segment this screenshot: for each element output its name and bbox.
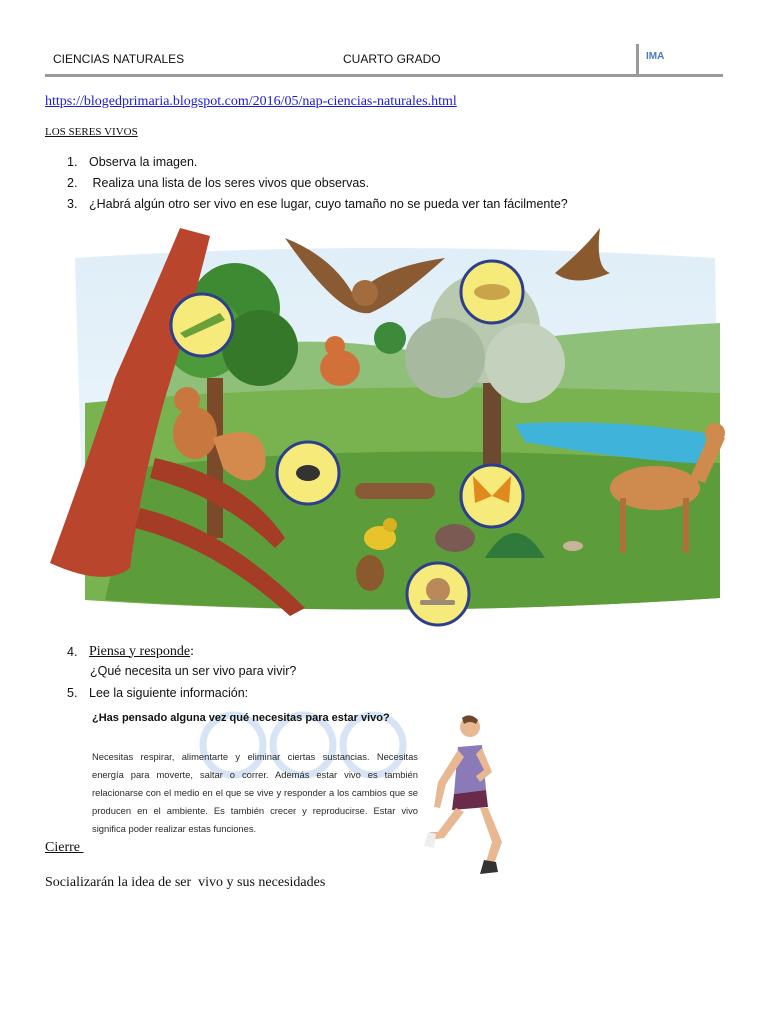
mole — [435, 524, 475, 552]
inset-beetle — [277, 442, 339, 504]
list-item — [67, 151, 568, 172]
nature-scene-illustration — [45, 228, 725, 628]
list-item — [67, 193, 568, 214]
bush-small — [374, 322, 406, 354]
think-respond-label: Piensa y responde — [89, 643, 191, 659]
header-divider — [636, 44, 639, 74]
page-header — [45, 44, 723, 77]
info-box — [88, 700, 421, 840]
instructions-list — [67, 151, 568, 214]
source-link[interactable]: https://blogedprimaria.blogspot.com/2016/05/nap-ciencias-naturales.html — [45, 94, 457, 109]
list-number: 3. — [67, 196, 78, 211]
log — [355, 483, 435, 499]
inset-caterpillar — [461, 261, 523, 323]
list-number: 5. — [67, 685, 78, 700]
inset-butterfly — [461, 465, 523, 527]
pine-cone — [356, 555, 384, 591]
header-tag: IMA — [646, 51, 665, 62]
question-text: ¿Qué necesita un ser vivo para vivir? — [90, 664, 297, 678]
list-text: ¿Habrá algún otro ser vivo en ese lugar, cuyo tamaño no se pueda ver tan fácilmente? — [89, 196, 568, 211]
inset-grasshopper — [171, 294, 233, 356]
list-item — [67, 641, 194, 662]
header-grade: CUARTO GRADO — [343, 52, 441, 66]
list-text: Lee la siguiente información: — [89, 685, 249, 700]
list-item — [67, 172, 568, 193]
instructions-list-continued — [67, 641, 194, 662]
inset-snail — [407, 563, 469, 625]
info-title: ¿Has pensado alguna vez qué necesitas para estar vivo? — [92, 712, 390, 724]
list-text: Observa la imagen. — [89, 154, 198, 169]
runner-illustration — [420, 712, 510, 877]
list-text: Realiza una lista de los seres vivos que observas. — [89, 175, 370, 190]
header-subject: CIENCIAS NATURALES — [53, 52, 185, 66]
list-number: 1. — [67, 154, 78, 169]
closing-title: Cierre — [45, 840, 84, 855]
list-number: 4. — [67, 644, 78, 659]
info-body: Necesitas respirar, alimentarte y eliminar ciertas sustancias. Necesitas energía para moverte, saltar o correr. Además estar vivo es también relacionarse con el medio en el que se vive y responder a los cambios que se producen en el ambiente. Es también crecer y reproducirse. Estar vivo significa poder realizar estas funciones. — [92, 751, 418, 834]
label-suffix: : — [190, 643, 194, 659]
topic-title: LOS SERES VIVOS — [45, 126, 138, 138]
list-number: 2. — [67, 175, 78, 190]
closing-text: Socializarán la idea de ser vivo y sus necesidades — [45, 875, 326, 890]
mushroom — [563, 541, 583, 551]
